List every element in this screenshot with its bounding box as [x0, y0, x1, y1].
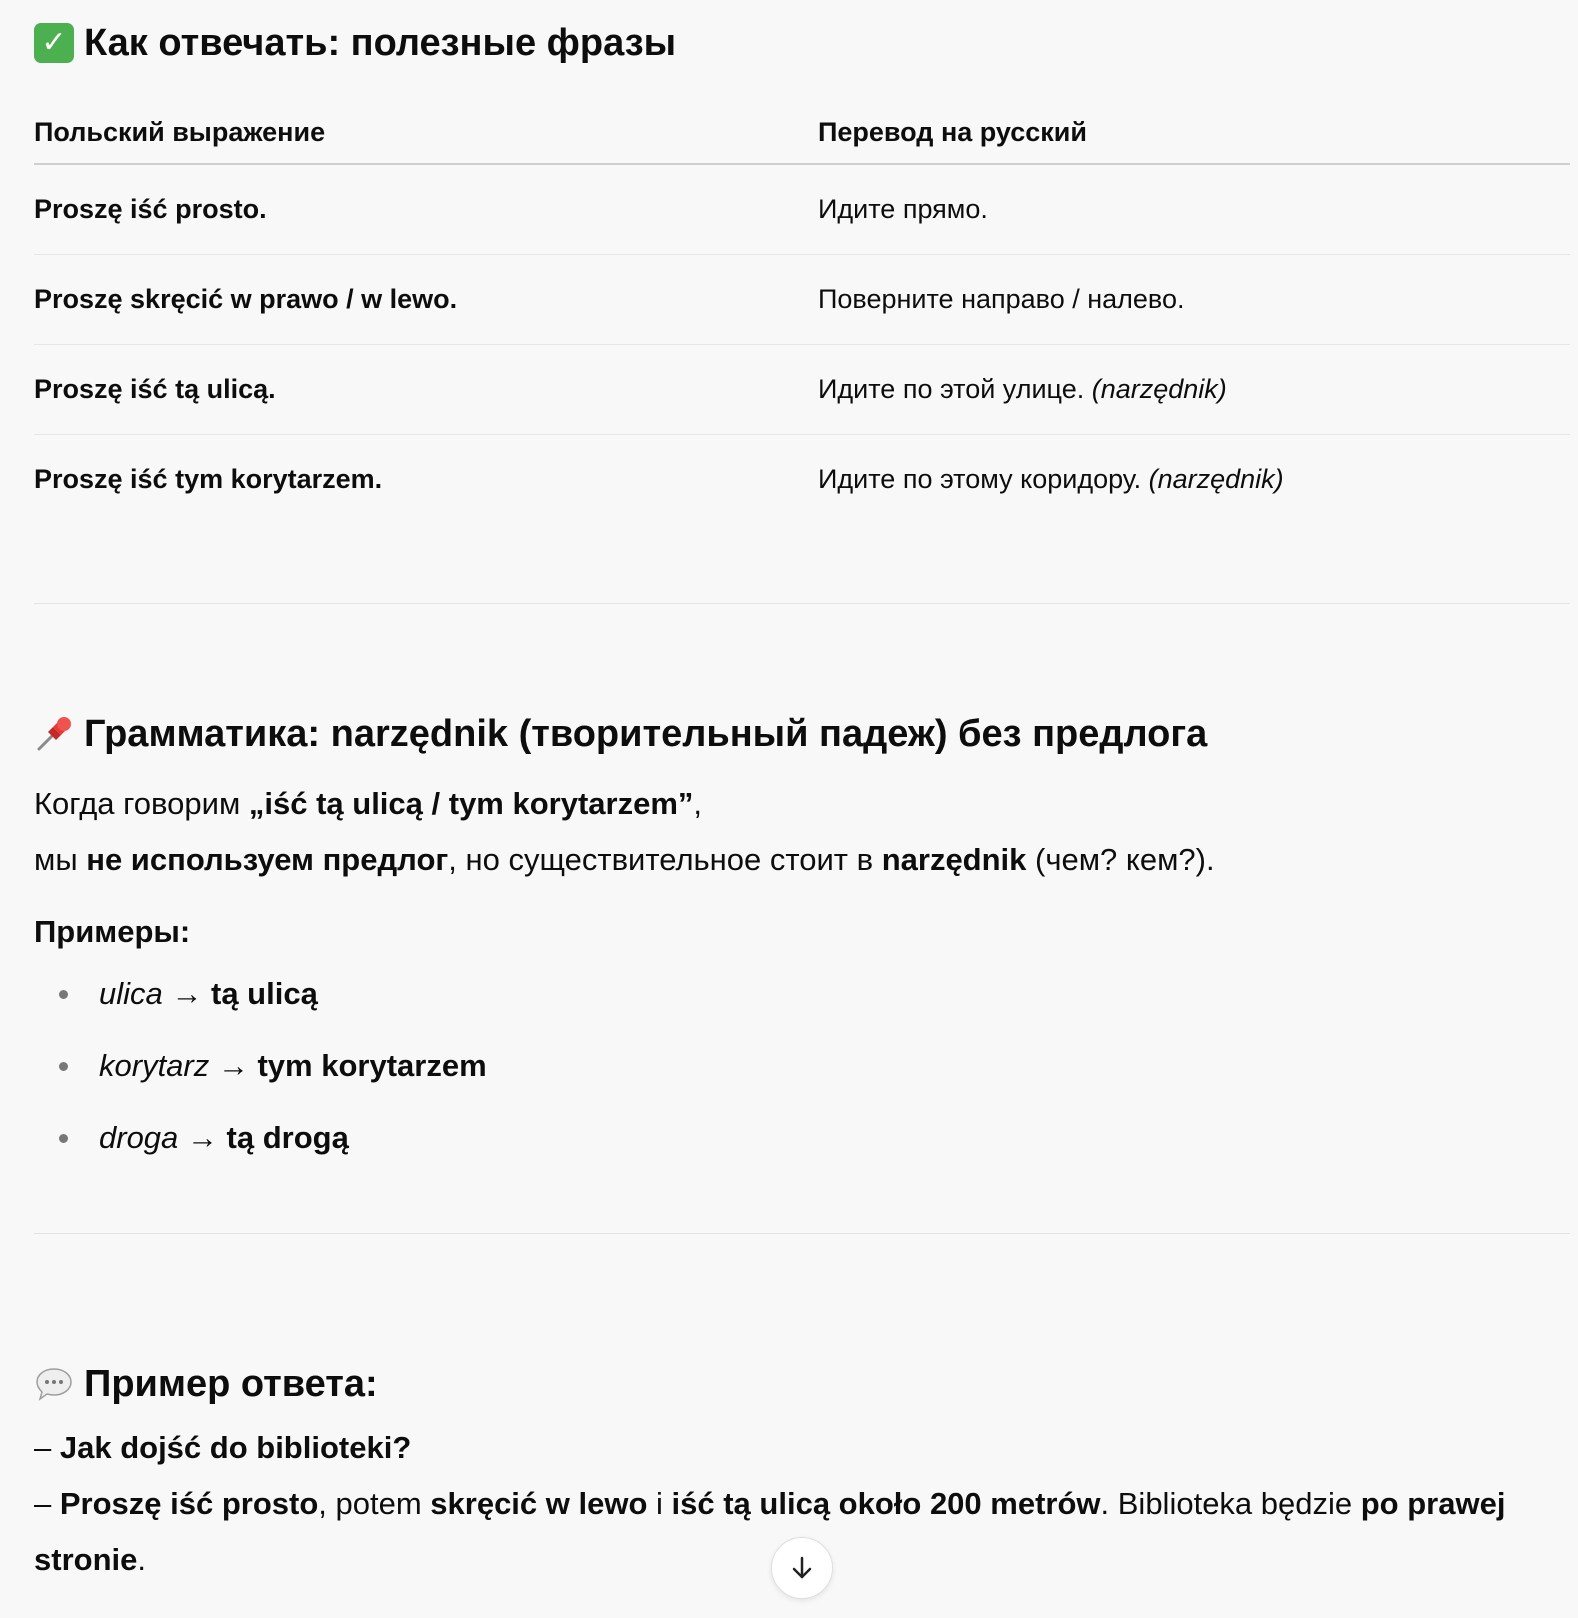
bold-span: Proszę iść prosto	[59, 1486, 319, 1521]
table-cell-polish: Proszę iść tą ulicą.	[34, 374, 276, 404]
text-span: –	[34, 1430, 60, 1465]
dialog-question	[34, 1420, 1574, 1476]
explanation-line-2	[34, 832, 1574, 888]
table-cell-polish: Proszę iść tym korytarzem.	[34, 464, 383, 494]
table-row	[34, 165, 1570, 255]
arrow-down-icon	[787, 1553, 817, 1583]
answer-heading	[34, 1362, 1574, 1406]
text-span: i	[647, 1486, 672, 1521]
table-cell-russian	[818, 194, 1570, 225]
base-form: korytarz	[99, 1048, 210, 1083]
translation-text: Идите по этой улице.	[818, 374, 1092, 404]
bold-span: iść tą ulicą około 200 metrów	[671, 1486, 1101, 1521]
table-cell-polish: Proszę skręcić w prawo / w lewo.	[34, 284, 458, 314]
bold-span: skręcić w lewo	[430, 1486, 648, 1521]
explanation-line-1	[34, 776, 1574, 832]
column-header-russian: Перевод на русский	[818, 116, 1087, 147]
list-item	[34, 1118, 1574, 1190]
table-header	[34, 101, 1570, 165]
list-item	[34, 974, 1574, 1046]
column-header-polish: Польский выражение	[34, 116, 326, 147]
bold-span: po prawej stronie	[34, 1486, 1506, 1577]
translation-text: Идите прямо.	[818, 194, 988, 224]
phrases-section	[34, 0, 1570, 524]
text-span: –	[34, 1486, 60, 1521]
grammar-heading-text: Грамматика: narzędnik (творительный падеж) без предлога	[84, 713, 1208, 755]
table-cell-russian	[818, 374, 1570, 405]
instrumental-form: tą ulicą	[211, 976, 318, 1011]
arrow-icon: →	[178, 1120, 227, 1155]
text-span: Когда говорим	[34, 786, 249, 821]
table-cell-russian	[818, 284, 1570, 315]
instrumental-form: tym korytarzem	[257, 1048, 487, 1083]
text-span: ,	[693, 786, 703, 821]
examples-title: Примеры:	[34, 914, 191, 949]
bold-span: narzędnik	[881, 842, 1027, 877]
text-span: .	[137, 1542, 146, 1577]
grammar-section	[34, 712, 1574, 1190]
bullet-icon	[59, 1134, 68, 1143]
pushpin-icon	[34, 714, 74, 754]
translation-text: Идите по этому коридору.	[818, 464, 1149, 494]
base-form: ulica	[99, 976, 163, 1011]
section-divider	[34, 1233, 1570, 1234]
bullet-icon	[59, 990, 68, 999]
table-cell-russian	[818, 464, 1570, 495]
table-row	[34, 345, 1570, 435]
case-note: (narzędnik)	[1148, 464, 1284, 494]
speech-bubble-icon	[34, 1364, 74, 1404]
instrumental-form: tą drogą	[226, 1120, 349, 1155]
examples-list	[34, 974, 1574, 1190]
phrases-table	[34, 101, 1570, 524]
text-span: мы	[34, 842, 87, 877]
bold-span: Jak dojść do biblioteki?	[59, 1430, 412, 1465]
translation-text: Поверните направо / налево.	[818, 284, 1185, 314]
table-cell-polish: Proszę iść prosto.	[34, 194, 267, 224]
text-span: , potem	[318, 1486, 431, 1521]
base-form: droga	[99, 1120, 179, 1155]
case-note: (narzędnik)	[1091, 374, 1227, 404]
section-divider	[34, 603, 1570, 604]
table-row	[34, 435, 1570, 524]
bold-span: „iść tą ulicą / tym korytarzem”	[248, 786, 694, 821]
scroll-to-bottom-button[interactable]	[771, 1537, 833, 1599]
answer-heading-text: Пример ответа:	[84, 1363, 378, 1405]
grammar-heading	[34, 712, 1574, 756]
grammar-explanation	[34, 776, 1574, 888]
text-span: (чем? кем?).	[1026, 842, 1215, 877]
bullet-icon	[59, 1062, 68, 1071]
list-item	[34, 1046, 1574, 1118]
bold-span: не используем предлог	[86, 842, 449, 877]
text-span: , но существительное стоит в	[448, 842, 882, 877]
phrases-heading	[34, 21, 1570, 65]
text-span: . Biblioteka będzie	[1100, 1486, 1361, 1521]
arrow-icon: →	[162, 976, 211, 1011]
table-row	[34, 255, 1570, 345]
check-mark-icon: ✓	[34, 23, 74, 63]
phrases-heading-text: Как отвечать: полезные фразы	[84, 22, 677, 64]
arrow-icon: →	[209, 1048, 258, 1083]
